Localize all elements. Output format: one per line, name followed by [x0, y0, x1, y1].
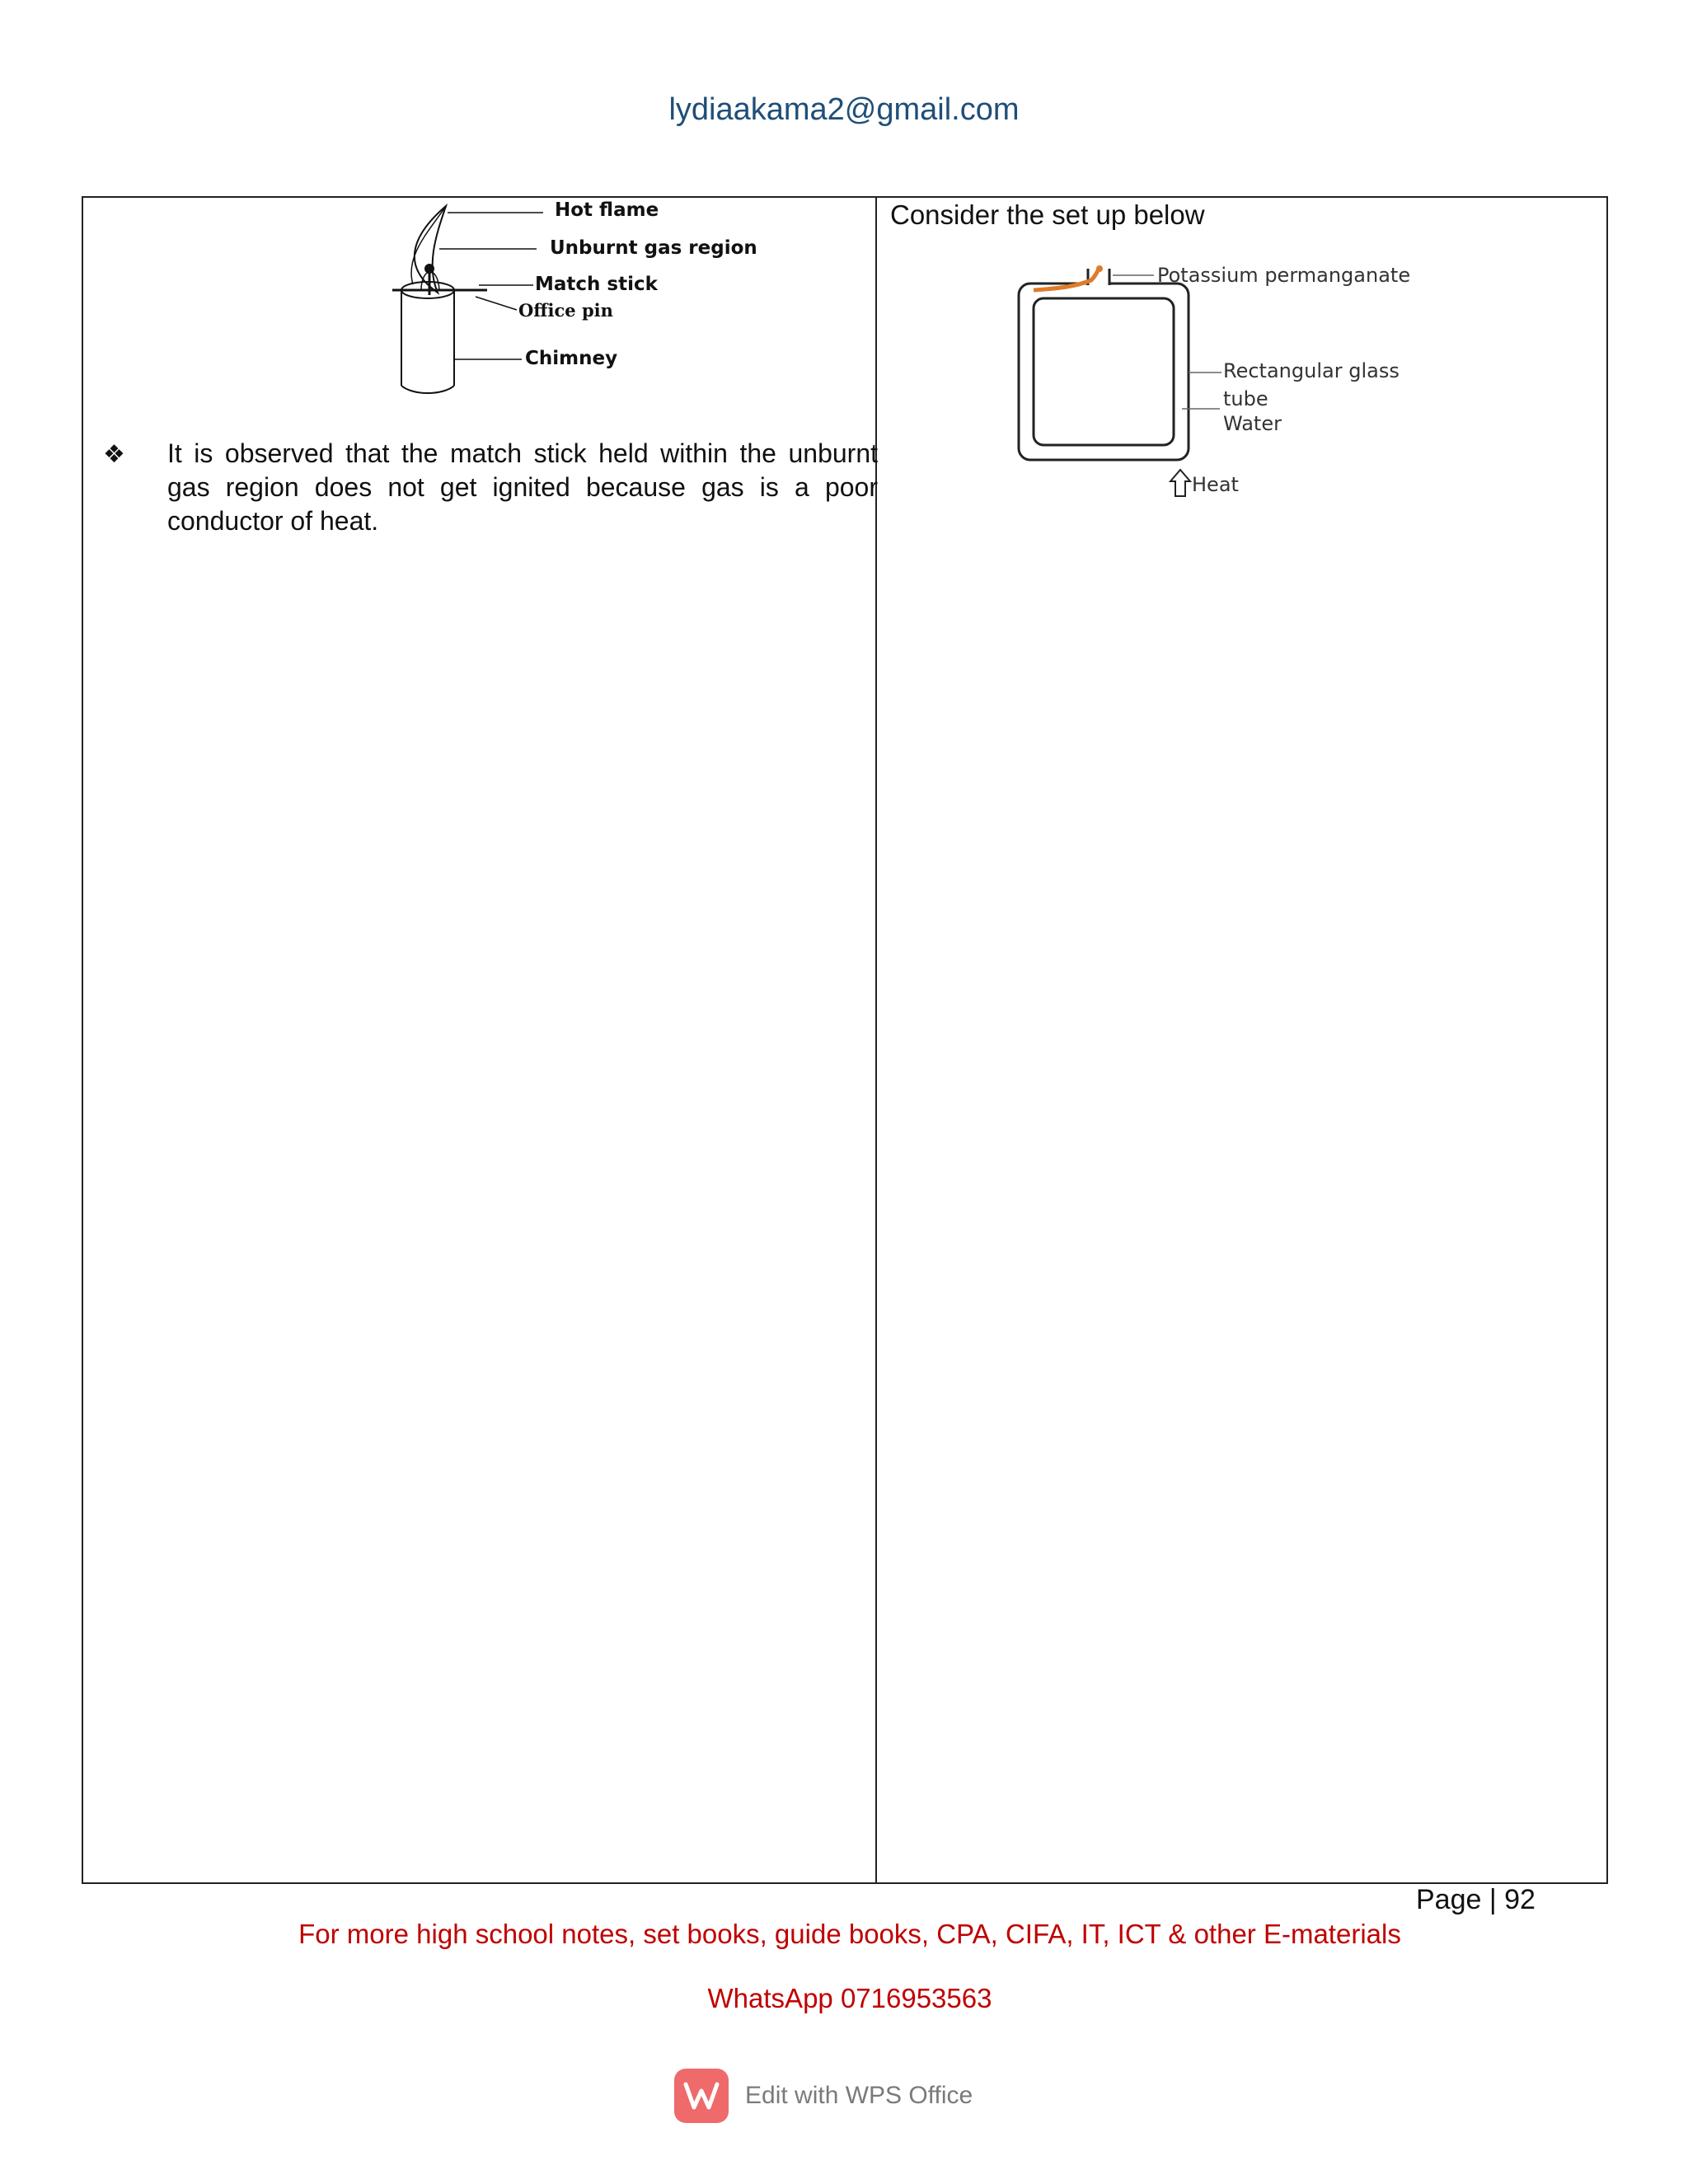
label-chimney: Chimney [525, 348, 618, 369]
wps-edit-button[interactable] [674, 2069, 973, 2123]
label-water: Water [1223, 412, 1282, 435]
page-number: Page | 92 [1416, 1884, 1536, 1915]
label-heat: Heat [1192, 473, 1239, 496]
wps-edit-label: Edit with WPS Office [745, 2082, 973, 2109]
header-email: lydiaakama2@gmail.com [668, 92, 1020, 127]
label-hot-flame: Hot flame [555, 199, 659, 221]
label-unburnt-gas-region: Unburnt gas region [550, 237, 757, 259]
intro-text: Consider the set up below [890, 199, 1205, 230]
label-office-pin: Office pin [518, 300, 613, 321]
label-match-stick: Match stick [535, 274, 658, 295]
footer-whatsapp: WhatsApp 0716953563 [707, 1983, 992, 2013]
label-potassium-permanganate: Potassium permanganate [1157, 264, 1411, 287]
label-rectangular-glass: Rectangular glass [1223, 359, 1400, 382]
glass-tube-diagram [1017, 257, 1479, 504]
bullet-icon: ❖ [103, 440, 125, 469]
label-tube: tube [1223, 387, 1268, 410]
right-cell [877, 198, 1606, 1882]
left-cell [83, 198, 878, 1882]
footer-promo: For more high school notes, set books, guide books, CPA, CIFA, IT, ICT & other E-materials [298, 1919, 1401, 1949]
flame-chimney-diagram [347, 198, 776, 404]
observation-text: It is observed that the match stick held within the unburnt gas region does not get ignited because gas is a poor conductor of heat. [167, 438, 878, 536]
content-table [82, 196, 1608, 1884]
wps-logo-icon [674, 2069, 729, 2123]
